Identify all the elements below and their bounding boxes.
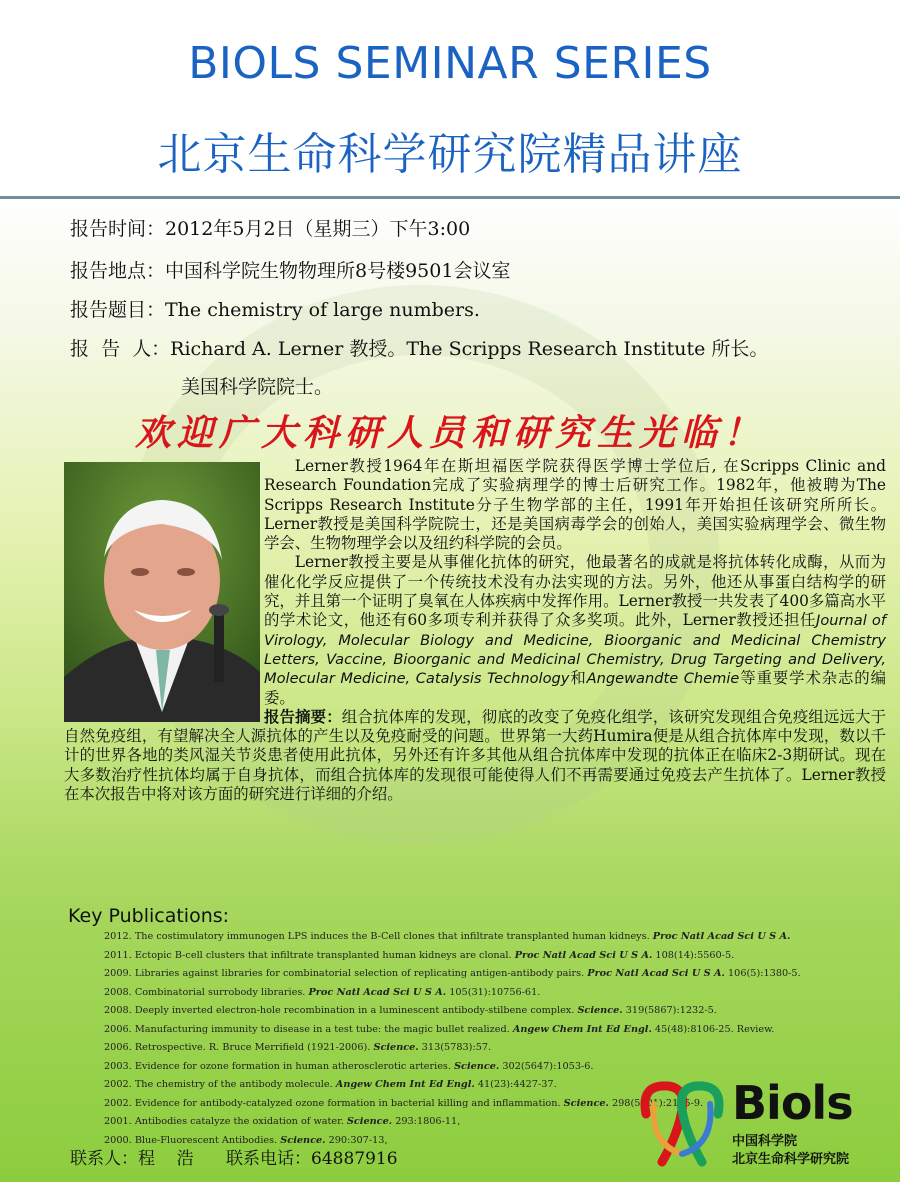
series-title-chinese: 北京生命科学研究院精品讲座: [157, 129, 743, 180]
publication-citation: 2008. Deeply inverted electron-hole recombination in a luminescent antibody-stilbene complex.: [104, 1005, 578, 1016]
publication-journal: Proc Natl Acad Sci U S A.: [514, 949, 653, 961]
publication-item: [104, 1002, 744, 1021]
publication-journal: Proc Natl Acad Sci U S A.: [587, 968, 725, 979]
publication-journal: Angew Chem Int Ed Engl.: [335, 1079, 475, 1090]
publication-volume: 298(5601):2195-9.: [608, 1097, 704, 1109]
publication-citation: 2003. Evidence for ozone formation in human atherosclerotic arteries.: [104, 1060, 455, 1072]
publication-citation: 2012. The costimulatory immunogen LPS induces the B-Cell clones that infiltrate transplanted human kidneys.: [104, 931, 653, 942]
seminar-topic: 报告题目：The chemistry of large numbers.: [70, 299, 480, 321]
publication-volume: 108(14):5560-5.: [652, 949, 735, 961]
publication-citation: 2006. Retrospective. R. Bruce Merrifield (1921-2006).: [104, 1042, 374, 1053]
publication-item: [104, 947, 744, 966]
publication-journal: Proc Natl Acad Sci U S A.: [308, 986, 447, 998]
publication-journal: Science.: [563, 1097, 609, 1109]
publication-item: [104, 1021, 775, 1040]
publication-volume: 45(48):8106-25. Review.: [651, 1023, 775, 1035]
welcome-banner: 欢迎广大科研人员和研究生光临！: [134, 412, 765, 454]
poster-header: [0, 0, 900, 199]
seminar-speaker: 报 告 人：Richard A. Lerner 教授。The Scripps Research Institute 所长。: [70, 338, 769, 360]
publication-citation: 2000. Blue-Fluorescent Antibodies.: [104, 1134, 281, 1146]
publication-volume: 105(31):10756-61.: [446, 986, 541, 998]
publication-volume: 313(5783):57.: [418, 1042, 492, 1053]
biols-emblem-icon: [632, 1074, 732, 1170]
publication-item: [104, 984, 744, 1003]
seminar-time: 报告时间：2012年5月2日（星期三）下午3:00: [70, 218, 471, 240]
bio-paragraph-1: Lerner教授1964年在斯坦福医学院获得医学博士学位后, 在Scripps Clinic and Research Foundation完成了实验病理学的博士后研究工作。1982年，他被聘为The Scripps Research Institute分子生物学部的主任，1991年开始担任该研究所所长。Lerner教授是美国科学院院士，还是美国病毒学会的创始人，美国实验病理学会、微生物学会、生物物理学会以及纽约科学院的会员。: [264, 457, 886, 553]
contact-info: 联系人：程 浩 联系电话：64887916: [70, 1149, 398, 1169]
publication-citation: 2011. Ectopic B-cell clusters that infiltrate transplanted human kidneys are clonal.: [104, 949, 515, 961]
logo-cas-name: 中国科学院: [732, 1134, 798, 1149]
publication-journal: Proc Natl Acad Sci U S A.: [652, 931, 791, 942]
bio-paragraph-2-end: 等重要学术杂志的编委。: [264, 669, 886, 707]
logo-institute-name: 北京生命科学研究院: [732, 1152, 850, 1167]
publication-volume: 302(5647):1053-6.: [499, 1060, 594, 1072]
publication-volume: 293:1806-11,: [392, 1116, 461, 1127]
publication-journal: Science.: [346, 1116, 393, 1127]
publication-journal: Science.: [280, 1134, 326, 1146]
publication-citation: 2009. Libraries against libraries for combinatorial selection of replicating antigen-antibody pairs.: [104, 968, 588, 979]
publication-volume: 319(5867):1232-5.: [622, 1005, 717, 1016]
publication-journal: Science.: [454, 1060, 500, 1072]
publication-volume: 106(5):1380-5.: [724, 968, 801, 979]
abstract-paragraph: [64, 708, 886, 804]
bio-paragraph-2-text: Lerner教授主要是从事催化抗体的研究，他最著名的成就是将抗体转化成酶，从而为催化化学反应提供了一个传统技术没有办法实现的方法。另外，他还从事蛋白结构学的研究，并且第一个证明了臭氧在人体疾病中发挥作用。Lerner教授一共发表了400多篇高水平的学术论文，他还有60多项专利并获得了众多奖项。此外，Lerner教授还担任: [264, 553, 886, 630]
seminar-place: 报告地点：中国科学院生物物理所8号楼9501会议室: [70, 260, 511, 282]
abstract-label: 报告摘要：: [264, 707, 342, 726]
bio-and: 和: [569, 669, 587, 688]
speaker-biography: [64, 457, 886, 804]
publications-heading: Key Publications:: [68, 905, 230, 927]
speaker-title: 美国科学院院士。: [181, 376, 334, 398]
publication-item: [104, 965, 801, 984]
logo-wordmark: Biols: [732, 1076, 853, 1130]
publication-journal: Science.: [373, 1042, 419, 1053]
publication-journal: Angew Chem Int Ed Engl.: [512, 1023, 652, 1035]
abstract-text: 组合抗体库的发现，彻底的改变了免疫化组学，该研究发现组合免疫组远远大于自然免疫组，有望解决全人源抗体的产生以及免疫耐受的问题。世界第一大药Humira便是从组合抗体库中发现，数以千计的世界各地的类风湿关节炎患者使用此抗体，另外还有许多其他从组合抗体库中发现的抗体正在临床2-3期研试。现在大多数治疗性抗体均属于自身抗体，而组合抗体库的发现很可能使得人们不再需要通过免疫去产生抗体了。Lerner教授在本次报告中将对该方面的研究进行详细的介绍。: [64, 707, 886, 804]
publication-citation: 2002. The chemistry of the antibody molecule.: [104, 1079, 336, 1090]
photo-spacer: [64, 457, 264, 719]
publication-volume: 290:307-13,: [325, 1134, 388, 1146]
biols-logo: [632, 1074, 882, 1170]
publication-citation: 2002. Evidence for antibody-catalyzed ozone formation in bacterial killing and inflammation.: [104, 1097, 564, 1109]
publication-item: [104, 928, 791, 947]
publication-citation: 2008. Combinatorial surrobody libraries.: [104, 986, 309, 998]
series-title-english: BIOLS SEMINAR SERIES: [188, 38, 712, 89]
publication-volume: 41(23):4427-37.: [474, 1079, 557, 1090]
publication-journal: Science.: [577, 1005, 623, 1016]
publication-item: [104, 1039, 744, 1058]
bio-journal-list: Journal of Virology, Molecular Biology and Medicine, Bioorganic and Medicinal Chemistry Letters, Vaccine, Bioorganic and Medicinal Chemistry, Drug Targeting and Delivery, Molecular Medicine, Catalysis Technology: [264, 612, 887, 688]
bio-journal-last: Angewandte Chemie: [586, 670, 740, 688]
publication-citation: 2006. Manufacturing immunity to disease in a test tube: the magic bullet realized.: [104, 1023, 513, 1035]
publication-citation: 2001. Antibodies catalyze the oxidation of water.: [104, 1116, 347, 1127]
